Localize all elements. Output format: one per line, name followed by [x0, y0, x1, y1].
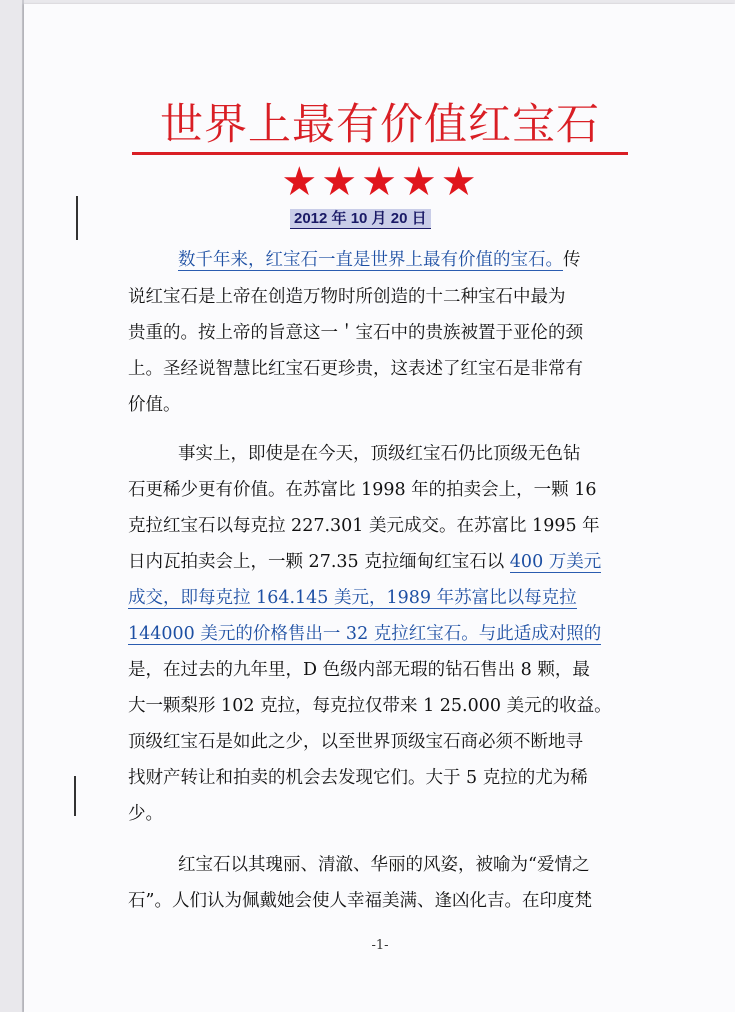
- text-line: [128, 476, 628, 501]
- text-segment: 事实上，即使是在今天，顶级红宝石仍比顶级无色钻: [178, 444, 581, 464]
- text-segment: 说红宝石是上帝在创造万物时所创造的十二种宝石中最为: [128, 287, 566, 307]
- margin-mark-bottom: [74, 776, 76, 816]
- underlined-text: 数千年来，红宝石一直是世界上最有价值的宝石。: [178, 250, 563, 270]
- text-segment: 少。: [128, 804, 163, 824]
- text-segment: 石更稀少更有价值。在苏富比 1998 年的拍卖会上，一颗 16: [128, 480, 597, 500]
- text-segment: 大一颗梨形 102 克拉，每克拉仅带来 1 25.000 美元的收益。: [128, 696, 612, 716]
- text-segment: 克拉红宝石以每克拉 227.301 美元成交。在苏富比 1995 年: [128, 516, 600, 536]
- text-segment: 传: [563, 250, 581, 270]
- text-line: [128, 764, 628, 789]
- text-line: [128, 800, 628, 825]
- text-segment: 价值。: [128, 395, 181, 415]
- text-line: [128, 391, 628, 416]
- text-line: [128, 692, 628, 717]
- text-segment: 日内瓦拍卖会上，一颗 27.35 克拉缅甸红宝石以: [128, 552, 510, 572]
- text-line: [178, 246, 678, 271]
- margin-mark-top: [76, 196, 78, 240]
- text-line: [178, 851, 678, 876]
- text-line: [128, 620, 628, 645]
- text-line: [128, 355, 628, 380]
- document-date: 2012 年 10 月 20 日: [290, 209, 431, 229]
- text-line: [128, 656, 628, 681]
- rating-stars-icon: ★★★★★: [281, 159, 481, 205]
- text-line: [128, 548, 628, 573]
- underlined-text: 144000 美元的价格售出一 32 克拉红宝石。与此适成对照的: [128, 624, 602, 644]
- text-segment: 贵重的。按上帝的旨意这一＇宝石中的贵族被置于亚伦的颈: [128, 323, 583, 343]
- text-segment: 是，在过去的九年里，D 色级内部无瑕的钻石售出 8 颗，最: [128, 660, 590, 680]
- text-line: [128, 512, 628, 537]
- text-line: [128, 584, 628, 609]
- page-number: -1-: [371, 938, 389, 953]
- text-line: [128, 887, 628, 912]
- text-line: [128, 319, 628, 344]
- text-segment: 上。圣经说智慧比红宝石更珍贵，这表述了红宝石是非常有: [128, 359, 583, 379]
- text-segment: 顶级红宝石是如此之少，以至世界顶级宝石商必须不断地寻: [128, 732, 583, 752]
- text-line: [128, 728, 628, 753]
- text-segment: 找财产转让和拍卖的机会去发现它们。大于 5 克拉的尤为稀: [128, 768, 588, 788]
- text-line: [178, 440, 678, 465]
- underlined-text: 成交，即每克拉 164.145 美元，1989 年苏富比以每克拉: [128, 588, 577, 608]
- text-segment: 红宝石以其瑰丽、清澈、华丽的风姿，被喻为“爱情之: [178, 855, 590, 875]
- document-title: 世界上最有价值红宝石: [132, 98, 628, 155]
- underlined-text: 400 万美元: [509, 552, 602, 572]
- text-line: [128, 283, 628, 308]
- text-segment: 石”。人们认为佩戴她会使人幸福美满、逢凶化吉。在印度梵: [128, 891, 592, 911]
